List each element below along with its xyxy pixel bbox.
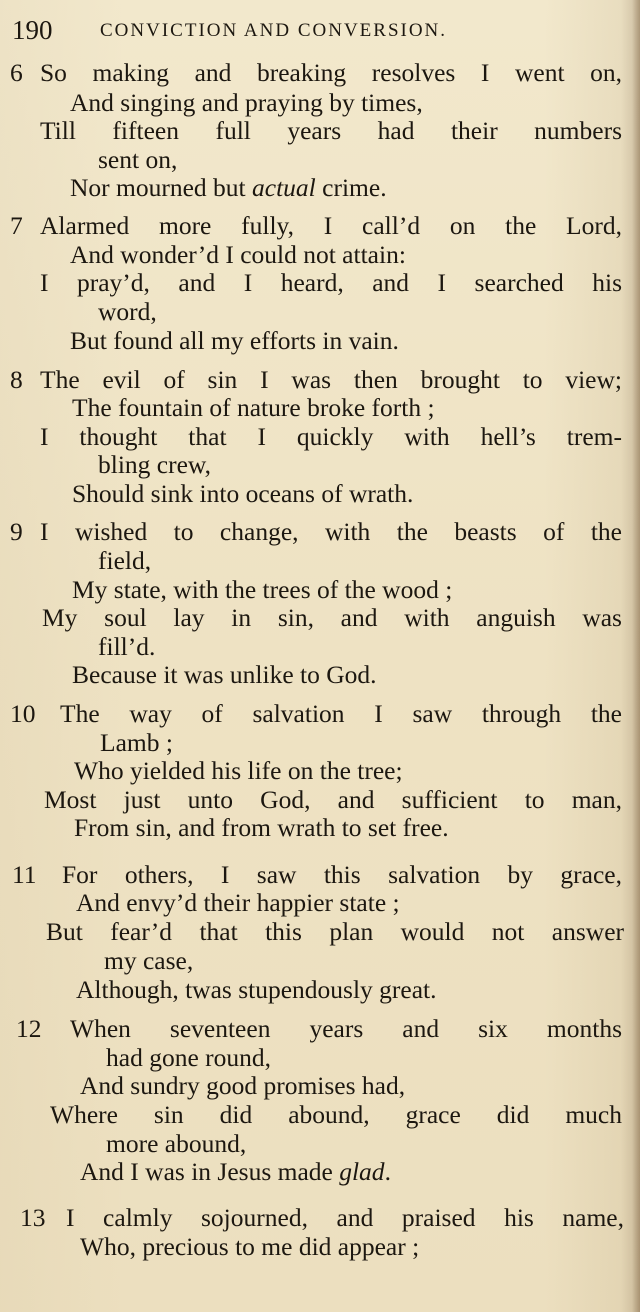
page-number: 190 [12, 15, 53, 45]
running-head [8, 14, 628, 48]
stanza-number: 11 [12, 860, 37, 889]
stanza-number: 6 [10, 58, 23, 87]
stanza-number: 13 [20, 1203, 46, 1232]
italic-word: glad [339, 1157, 385, 1186]
verse-text: Nor mourned but [70, 173, 246, 202]
verse-line: bling crew, [98, 450, 212, 479]
verse-line: My state, with the trees of the wood ; [72, 575, 453, 604]
verse-line: Who, precious to me did appear ; [80, 1232, 420, 1261]
verse-text: crime. [322, 173, 387, 202]
verse-line: Because it was unlike to God. [72, 660, 377, 689]
italic-word: actual [252, 173, 316, 202]
verse-text: And I was in Jesus made [80, 1157, 333, 1186]
verse-line: The fountain of nature broke forth ; [72, 393, 435, 422]
verse-punctuation: . [384, 1157, 391, 1186]
verse-line: Most just unto God, and sufficient to man, [44, 785, 622, 814]
verse-line: fill’d. [98, 632, 156, 661]
running-head-title: CONVICTION AND CONVERSION. [100, 20, 448, 41]
verse-line: My soul lay in sin, and with anguish was [42, 603, 622, 632]
verse-line: From sin, and from wrath to set free. [74, 813, 449, 842]
verse-line: Who yielded his life on the tree; [74, 756, 403, 785]
verse-line: field, [98, 546, 152, 575]
verse-line: I wished to change, with the beasts of the [40, 517, 622, 546]
verse-line: sent on, [98, 145, 178, 174]
verse-line: more abound, [106, 1129, 247, 1158]
verse-line: my case, [104, 946, 194, 975]
verse-line: And wonder’d I could not attain: [70, 240, 406, 269]
verse-line: I calmly sojourned, and praised his name, [66, 1203, 624, 1232]
verse-line: The evil of sin I was then brought to view; [40, 365, 622, 394]
verse-line [80, 1157, 391, 1187]
stanza-number: 8 [10, 365, 23, 394]
verse-line: For others, I saw this salvation by grace, [62, 860, 622, 889]
verse-line: When seventeen years and six months [70, 1014, 622, 1043]
verse-line: So making and breaking resolves I went on, [40, 58, 622, 87]
stanza-number: 7 [10, 211, 23, 240]
verse-line: And sundry good promises had, [80, 1071, 406, 1100]
verse-line: had gone round, [106, 1043, 272, 1072]
stanza-number: 10 [10, 699, 36, 728]
verse-line [70, 173, 387, 203]
verse-line: And envy’d their happier state ; [76, 888, 400, 917]
page-edge-shadow [632, 0, 640, 1312]
verse-line: Till fifteen full years had their numbers [40, 116, 622, 145]
verse-line: But fear’d that this plan would not answer [46, 917, 624, 946]
stanza-number: 9 [10, 517, 23, 546]
verse-line: I thought that I quickly with hell’s trem- [40, 422, 622, 451]
verse-line: Should sink into oceans of wrath. [72, 479, 414, 508]
verse-line: Where sin did abound, grace did much [50, 1100, 622, 1129]
verse-line: The way of salvation I saw through the [60, 699, 622, 728]
stanza-number: 12 [16, 1014, 42, 1043]
verse-line: Lamb ; [100, 728, 173, 757]
verse-line: I pray’d, and I heard, and I searched his [40, 268, 622, 297]
verse-line: But found all my efforts in vain. [70, 326, 399, 355]
verse-line: word, [98, 297, 157, 326]
verse-line: And singing and praying by times, [70, 88, 423, 117]
verse-line: Alarmed more fully, I call’d on the Lord, [40, 211, 622, 240]
verse-line: Although, twas stupendously great. [76, 975, 437, 1004]
